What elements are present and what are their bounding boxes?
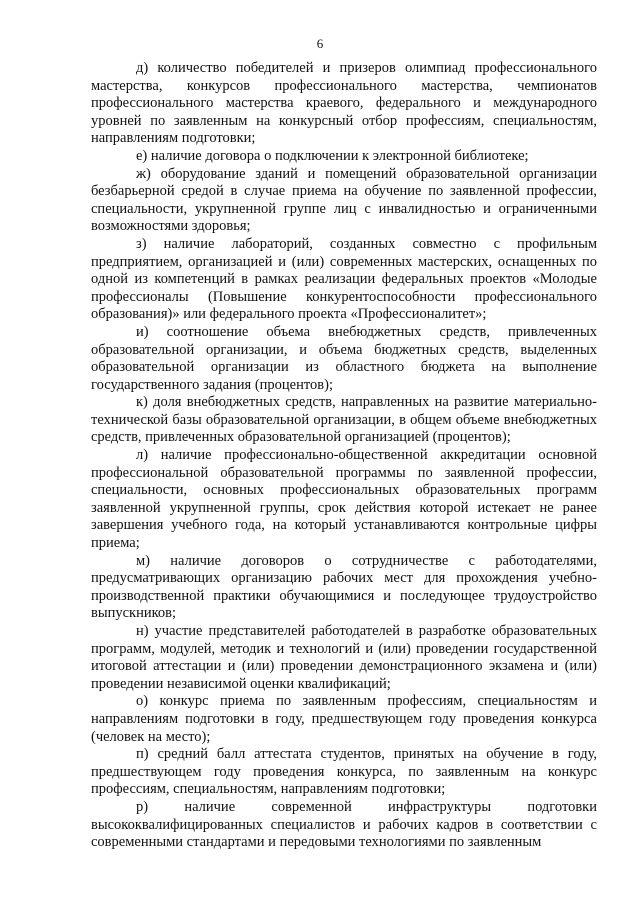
paragraph-k: к) доля внебюджетных средств, направленных на развитие материально-технической базы образовательной организации, в общем объеме внебюджетных средств, привлеченных образовательной организацией (процентов); <box>91 394 597 446</box>
paragraph-o: о) конкурс приема по заявленным профессиям, специальностям и направлениям подготовки в году, предшествующем году проведения конкурса (человек на место); <box>91 693 597 745</box>
paragraph-z: з) наличие лабораторий, созданных совместно с профильным предприятием, организацией и (или) современных мастерских, оснащенных по одной из компетенций в рамках реализации федеральных проектов «Молодые профессионалы (Повышение конкурентоспособности профессионального образования)» или федерального проекта «Профессионалитет»; <box>91 235 597 323</box>
paragraph-n: н) участие представителей работодателей в разработке образовательных программ, модулей, методик и технологий и (или) проведении государственной итоговой аттестации и (или) проведении демонстрационного экзамена и (или) проведении независимой оценки квалификаций; <box>91 623 597 692</box>
paragraph-e: е) наличие договора о подключении к электронной библиотеке; <box>136 147 529 164</box>
document-body <box>91 60 597 852</box>
paragraph-m: м) наличие договоров о сотрудничестве с работодателями, предусматривающих организацию рабочих мест для прохождения учебно-производственной практики обучающимися и последующее трудоустройство выпускников; <box>91 552 597 622</box>
page-number: 6 <box>316 36 324 51</box>
paragraph-p: п) средний балл аттестата студентов, принятых на обучение в году, предшествующем году проведения конкурса, по заявленным на конкурс профессиям, специальностям, направлениям подготовки; <box>91 746 597 798</box>
paragraph-d: д) количество победителей и призеров олимпиад профессионального мастерства, конкурсов профессионального мастерства, чемпионатов профессионального мастерства краевого, федерального и международного уровней по заявленным на конкурсный отбор профессиям, специальностям, направлениям подготовки; <box>91 60 597 147</box>
paragraph-zh: ж) оборудование зданий и помещений образовательной организации безбарьерной средой в случае приема на обучение по заявленной профессии, специальности, укрупненной группе лиц с инвалидностью и ограниченными возможностями здоровья; <box>91 165 597 235</box>
paragraph-r: р) наличие современной инфраструктуры подготовки высококвалифицированных специалистов и рабочих кадров в соответствии с современными стандартами и передовыми технологиями по заявленным <box>91 798 597 851</box>
paragraph-i: и) соотношение объема внебюджетных средств, привлеченных образовательной организации, и объема бюджетных средств, выделенных образовательной организации из областного бюджета на выполнение государственного задания (процентов); <box>91 323 597 393</box>
paragraph-l: л) наличие профессионально-общественной аккредитации основной профессиональной образовательной программы по заявленной профессии, специальности, основных профессиональных образовательных программ заявленной укрупненной группы, срок действия которой истекает не ранее завершения учебного года, на который устанавливаются контрольные цифры приема; <box>91 447 597 552</box>
